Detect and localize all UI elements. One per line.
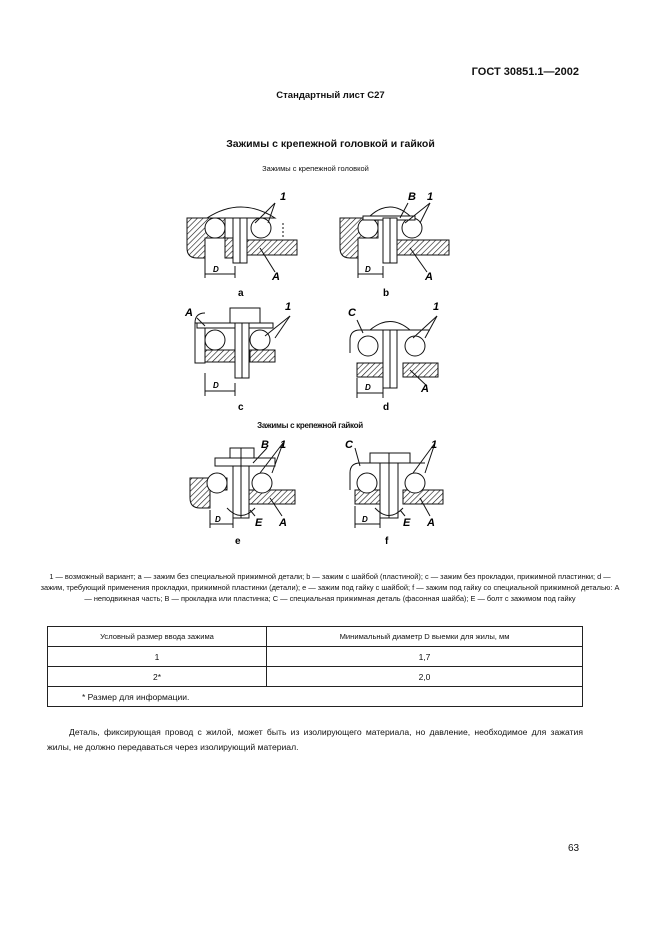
table-header: Условный размер ввода зажима bbox=[48, 627, 267, 647]
dimensions-table bbox=[47, 626, 583, 707]
section-title: Зажимы с крепежной головкой и гайкой bbox=[226, 138, 435, 150]
label-e: e bbox=[235, 536, 241, 547]
table-footnote: * Размер для информации. bbox=[48, 687, 583, 707]
body-paragraph: Деталь, фиксирующая провод с жилой, может быть из изолирующего материала, но давление, необходимое для зажатия жилы, не должно передаваться через изолирующий материал. bbox=[47, 727, 583, 752]
table-cell: 2* bbox=[48, 667, 267, 687]
standard-number: ГОСТ 30851.1—2002 bbox=[471, 66, 579, 78]
table-cell: 2,0 bbox=[267, 667, 583, 687]
label-1-b: 1 bbox=[427, 191, 434, 203]
label-1-d: 1 bbox=[433, 301, 440, 313]
label-A-b: A bbox=[425, 271, 433, 283]
page-number: 63 bbox=[568, 843, 580, 854]
table-header-row bbox=[48, 627, 583, 647]
terminal-variant-b bbox=[340, 203, 449, 278]
label-A-f: A bbox=[427, 517, 435, 529]
label-E-f: E bbox=[403, 517, 411, 529]
label-1-c: 1 bbox=[285, 301, 292, 313]
label-A-c: A bbox=[185, 307, 193, 319]
table-cell: 1 bbox=[48, 647, 267, 667]
figure-subtitle-head: Зажимы с крепежной головкой bbox=[262, 164, 369, 173]
label-B-b: B bbox=[408, 191, 416, 203]
terminal-variant-a bbox=[187, 203, 297, 278]
label-C-f: C bbox=[345, 439, 353, 451]
label-1-a: 1 bbox=[280, 191, 287, 203]
label-1-e: 1 bbox=[280, 439, 287, 451]
label-A-a: A bbox=[272, 271, 280, 283]
table-cell: 1,7 bbox=[267, 647, 583, 667]
label-b: b bbox=[383, 288, 390, 299]
terminal-figure bbox=[175, 178, 465, 558]
sheet-title: Стандартный лист С27 bbox=[276, 90, 385, 101]
table-row bbox=[48, 667, 583, 687]
terminal-variant-e bbox=[190, 443, 295, 528]
label-D-b: D bbox=[365, 265, 371, 274]
label-D-a: D bbox=[213, 265, 219, 274]
table-header: Минимальный диаметр D выемки для жилы, мм bbox=[267, 627, 583, 647]
terminal-variant-c bbox=[195, 308, 290, 396]
figure-subtitle-nut: Зажимы с крепежной гайкой bbox=[257, 421, 363, 430]
label-B-e: B bbox=[261, 439, 269, 451]
table-row bbox=[48, 647, 583, 667]
label-D-d: D bbox=[365, 383, 371, 392]
figure-caption: 1 — возможный вариант; a — зажим без специальной прижимной детали; b — зажим с шайбой (пластиной); c — зажим без прокладки, прижимной пластинки; d — зажим, требующий применения прокладки, прижимной пластинки (детали); e — зажим под гайку с шайбой; f — зажим под гайку со специальной прижимной деталью: A — неподвижная часть; B — прокладка или пластинка; C — специальная прижимная деталь (фасонная шайба); E — болт с зажимом под гайку bbox=[40, 572, 620, 603]
label-d: d bbox=[383, 402, 390, 413]
label-E-e: E bbox=[255, 517, 263, 529]
label-a: a bbox=[238, 288, 244, 299]
label-A-e: A bbox=[279, 517, 287, 529]
table-footnote-row bbox=[48, 687, 583, 707]
label-c: c bbox=[238, 402, 244, 413]
label-f: f bbox=[385, 536, 389, 547]
label-D-e: D bbox=[215, 515, 221, 524]
label-1-f: 1 bbox=[431, 439, 438, 451]
label-C-d: C bbox=[348, 307, 356, 319]
label-D-f: D bbox=[362, 515, 368, 524]
label-D-c: D bbox=[213, 381, 219, 390]
label-A-d: A bbox=[421, 383, 429, 395]
